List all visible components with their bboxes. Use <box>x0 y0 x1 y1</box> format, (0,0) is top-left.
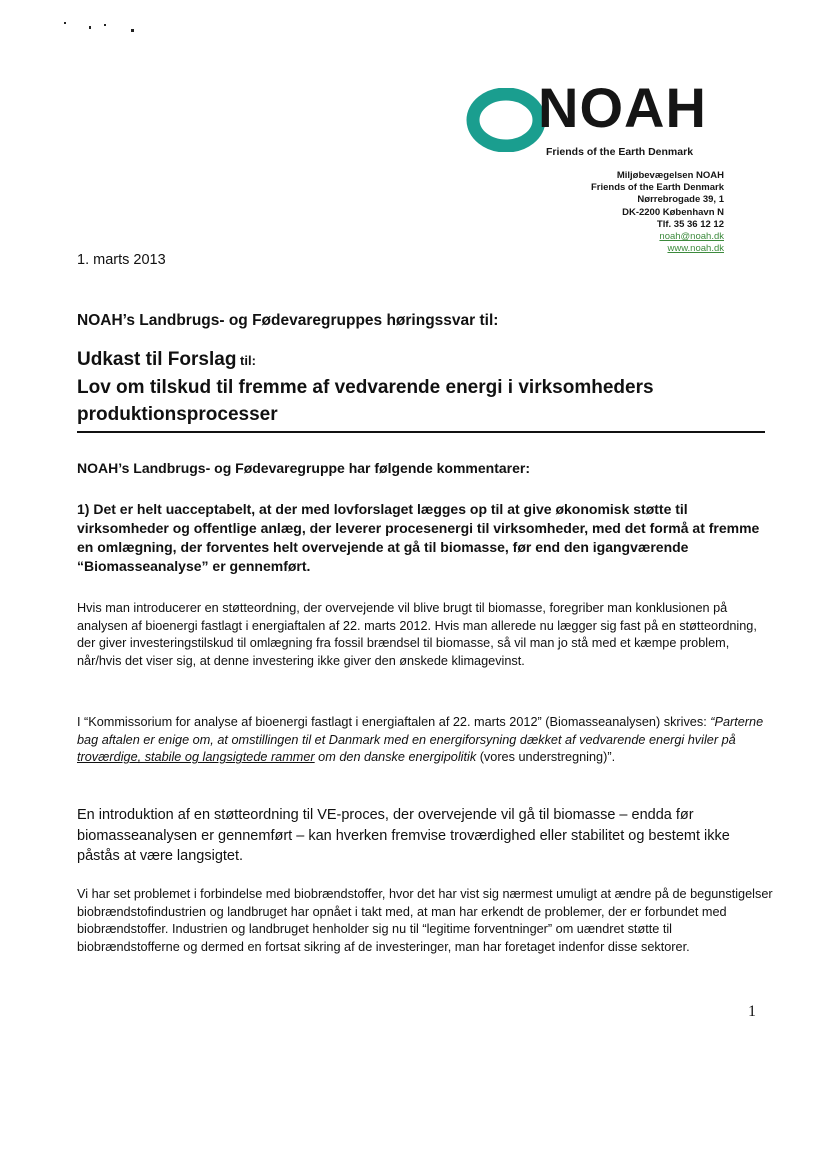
sender-address <box>591 170 724 255</box>
logo-word: NOAH <box>538 76 707 139</box>
paragraph-5: Vi har set problemet i forbindelse med biobrændstoffer, hvor det har vist sig nærmest umuligt at ændre på de begunstigelser biobrændstofindustrien og landbruget har opnået i takt med, at man har erkendt de problemer, der er forbundet med biobrændstoffer. Industrien og landbruget henholder sig nu til “legitime forventninger” om uændret støtte til biobrændstofferne og dermed en fortsat sikring af de investeringer, man har foretaget indenfor disse sektorer. <box>77 887 773 955</box>
letter-date: 1. marts 2013 <box>77 252 166 268</box>
title-law: Lov om tilskud til fremme af vedvarende energi i virksomheders produktionsprocesser <box>77 377 654 425</box>
title-til: til: <box>236 353 256 368</box>
para3-quote: “Parterne bag aftalen er enige om, at omstillingen til et Danmark med en energiforsyning dækket af vedvarende energi hviler på troværdige, stabile og langsigtede rammer om den danske energipolitik <box>77 715 764 765</box>
address-line: DK-2200 København N <box>622 206 724 218</box>
paragraph-3 <box>77 714 777 767</box>
title-rule <box>77 431 765 433</box>
document-title <box>77 346 767 428</box>
comments-subheading: NOAH’s Landbrugs- og Fødevaregruppe har følgende kommentarer: <box>77 460 530 476</box>
address-line: Miljøbevægelsen NOAH <box>616 170 724 181</box>
paragraph-4: En introduktion af en støtteordning til VE-proces, der overvejende vil gå til biomasse – endda før biomasseanalysen er gennemført – kan hverken fremvise troværdighed eller stabilitet og bestemt ikke påstås at være langsigtet. <box>77 807 730 864</box>
consultation-heading: NOAH’s Landbrugs- og Fødevaregruppes høringssvar til: <box>77 312 499 329</box>
noah-logo <box>466 76 726 163</box>
email-link[interactable]: noah@noah.dk <box>659 231 724 243</box>
website-link[interactable]: www.noah.dk <box>667 243 724 255</box>
logo-tagline: Friends of the Earth Denmark <box>546 146 694 158</box>
point-1: 1) Det er helt uacceptabelt, at der med lovforslaget lægges op til at give økonomisk støtte til virksomheder og offentlige anlæg, der leverer procesenergi til virksomheder, med det formå at fremme en omlægning, der forventes helt overvejende at gå til biomasse, før end den igangværende “Biomasseanalyse” er gennemført. <box>77 501 760 574</box>
address-line: Nørrebrogade 39, 1 <box>637 194 724 206</box>
para3-end: (vores understregning)”. <box>476 750 616 765</box>
para3-intro: I “Kommissorium for analyse af bioenergi fastlagt i energiaftalen af 22. marts 2012” (Biomasseanalysen) skrives: <box>77 715 711 729</box>
page-number: 1 <box>748 1003 756 1020</box>
para3-underlined: troværdige, stabile og langsigtede rammer <box>77 750 315 765</box>
paragraph-2: Hvis man introducerer en støtteordning, der overvejende vil blive brugt til biomasse, foregriber man konklusionen på analysen af bioenergi fastlagt i energiaftalen af 22. marts 2012. Hvis man allerede nu lægger sig fast på en støtteordning, der giver investeringstilskud til omlægning fra fossil brændsel til biomasse, så vil man jo stå med et kæmpe problem, når/hvis det viser sig, at denne investering ikke giver den ønskede klimagevinst. <box>77 601 757 669</box>
address-line: Tlf. 35 36 12 12 <box>656 218 724 230</box>
address-line: Friends of the Earth Denmark <box>590 182 724 194</box>
title-main: Udkast til Forslag <box>77 349 237 370</box>
